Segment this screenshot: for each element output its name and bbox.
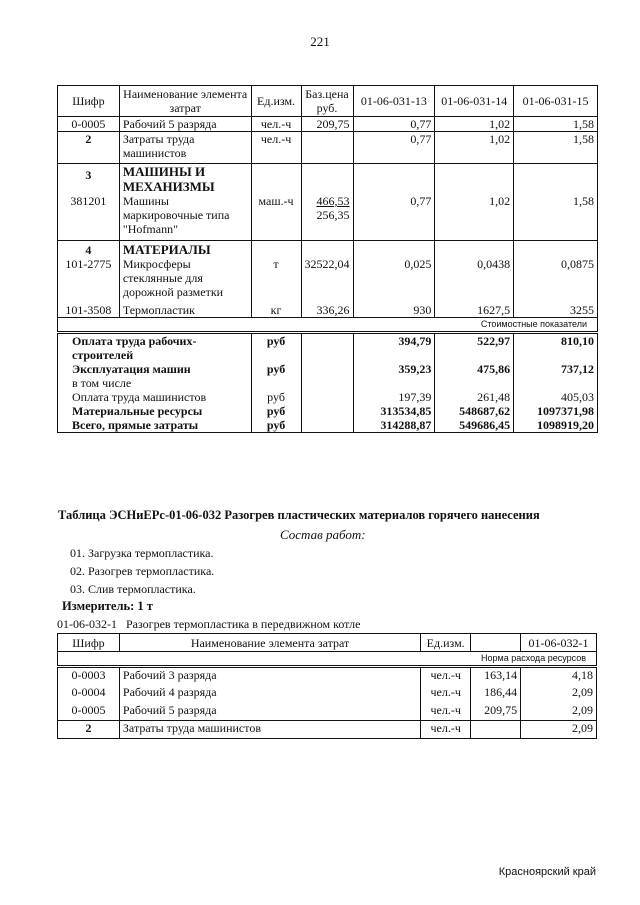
page-number: 221 [310,34,330,49]
row-name: Термопластик [119,303,251,318]
row-value-13: 0,025 [353,257,435,303]
row-name: Микросферы стеклянные для дорожной разметки [119,257,251,303]
header-price [471,634,521,652]
table-row [58,685,597,703]
resource-table-031 [57,85,598,433]
row-value: 4,18 [521,667,597,685]
table-header-row [58,86,598,117]
header-unit: Ед.изм. [251,86,301,117]
meter-label: Измеритель: 1 т [62,599,153,613]
header-price: Баз.цена руб. [301,86,353,117]
table-row [58,303,598,318]
summary-name: Оплата труда рабочих-строителей [72,333,197,362]
cost-indicator-row [58,317,598,332]
row-value: 2,09 [521,721,597,739]
subtable-title: 01-06-032-1 Разогрев термопластика в передвижном котле [57,617,361,631]
summary-row [58,362,598,376]
row-unit: чел.-ч [421,667,471,685]
summary-value-15: 737,12 [514,362,598,376]
summary-unit: руб [251,404,301,418]
summary-name: Оплата труда машинистов [72,390,207,404]
summary-unit: руб [251,390,301,404]
row-price: 32522,04 [301,257,353,303]
header-col-032-1: 01-06-032-1 [521,634,597,652]
section-title: Таблица ЭСНиЕРс-01-06-032 Разогрев пластических материалов горячего нанесения [58,508,540,522]
row-price: 336,26 [301,303,353,318]
row-value-13: 0,77 [353,132,435,164]
table-row [58,703,597,721]
summary-row [58,332,598,362]
row-code: 2 [58,721,120,739]
norm-row [58,652,597,667]
row-value-13: 930 [353,303,435,318]
summary-value-13: 313534,85 [353,404,435,418]
row-value-13: 0,77 [353,117,435,132]
header-code: Шифр [58,86,120,117]
header-name: Наименование элемента затрат [119,634,420,652]
row-name: Затраты труда машинистов [119,721,420,739]
table-row [58,667,597,685]
row-value-15: 1,58 [514,194,598,240]
row-value-15: 1,58 [514,117,598,132]
row-name: Рабочий 4 разряда [119,685,420,703]
group-name: МАТЕРИАЛЫ [119,240,251,257]
row-unit: чел.-ч [421,721,471,739]
table-row [58,194,598,240]
row-unit: чел.-ч [421,685,471,703]
row-price [301,132,353,164]
summary-name: Эксплуатация машин [72,362,191,376]
row-name: Машины маркировочные типа "Hofmann" [119,194,251,240]
row-code: 0-0004 [58,685,120,703]
work-step: 03. Слив термопластика. [70,582,196,596]
summary-value-13: 359,23 [353,362,435,376]
row-code: 101-2775 [58,257,120,303]
row-price-secondary: 256,35 [316,208,350,222]
summary-value-14: 261,48 [435,390,514,404]
summary-row [58,390,598,404]
row-unit: чел.-ч [421,703,471,721]
summary-row [58,404,598,418]
row-name: Рабочий 5 разряда [119,703,420,721]
row-value-14: 1,02 [435,132,514,164]
row-unit: чел.-ч [251,117,301,132]
summary-value-14: 475,86 [435,362,514,376]
row-code: 0-0005 [58,117,120,132]
summary-name: Всего, прямые затраты [72,418,199,432]
region-footer: Красноярский край [498,866,596,878]
row-price: 209,75 [301,117,353,132]
row-price [471,721,521,739]
row-value: 2,09 [521,703,597,721]
row-value-14: 1,02 [435,117,514,132]
row-name: Затраты труда машинистов [119,132,251,164]
row-unit: чел.-ч [251,132,301,164]
summary-value-14: 549686,45 [435,418,514,433]
group-code: 3 [58,164,120,195]
row-value-15: 0,0875 [514,257,598,303]
header-unit: Ед.изм. [421,634,471,652]
norm-label: Норма расхода ресурсов [58,652,597,667]
composition-title: Состав работ: [280,527,366,542]
header-code: Шифр [58,634,120,652]
summary-value-13: 197,39 [353,390,435,404]
row-name: Рабочий 5 разряда [119,117,251,132]
group-row [58,164,598,195]
summary-value-14: 522,97 [435,332,514,362]
summary-value-15: 405,03 [514,390,598,404]
header-col-15: 01-06-031-15 [514,86,598,117]
resource-table-032 [57,633,597,739]
row-price: 209,75 [471,703,521,721]
summary-value-14: 548687,62 [435,404,514,418]
summary-value-13: 314288,87 [353,418,435,433]
cost-indicators-label: Стоимостные показатели [58,317,598,332]
summary-row [58,418,598,433]
work-step: 01. Загрузка термопластика. [70,546,214,560]
row-name: Рабочий 3 разряда [119,667,420,685]
header-col-14: 01-06-031-14 [435,86,514,117]
header-col-13: 01-06-031-13 [353,86,435,117]
row-price [301,194,353,240]
table-row [58,257,598,303]
row-value-13: 0,77 [353,194,435,240]
row-unit: кг [251,303,301,318]
row-value-14: 1,02 [435,194,514,240]
row-price: 186,44 [471,685,521,703]
work-steps [70,544,214,598]
summary-unit: руб [251,332,301,362]
group-code: 4 [58,240,120,257]
row-unit: маш.-ч [251,194,301,240]
group-row [58,240,598,257]
row-code: 2 [58,132,120,164]
summary-unit: руб [251,362,301,376]
row-value-15: 3255 [514,303,598,318]
table-row [58,721,597,739]
row-code: 101-3508 [58,303,120,318]
row-code: 381201 [58,194,120,240]
table-row [58,117,598,132]
row-price-main: 466,53 [316,194,350,208]
row-unit: т [251,257,301,303]
summary-value-15: 810,10 [514,332,598,362]
table-header-row [58,634,597,652]
summary-name: Материальные ресурсы [72,404,203,418]
summary-value-15: 1098919,20 [514,418,598,433]
row-price: 163,14 [471,667,521,685]
table-row [58,132,598,164]
work-step: 02. Разогрев термопластика. [70,564,215,578]
row-value: 2,09 [521,685,597,703]
summary-unit: руб [251,418,301,433]
summary-value-15: 1097371,98 [514,404,598,418]
row-value-14: 1627,5 [435,303,514,318]
row-code: 0-0003 [58,667,120,685]
row-code: 0-0005 [58,703,120,721]
summary-row [58,376,598,390]
header-name: Наименование элемента затрат [119,86,251,117]
summary-subheading: в том числе [72,376,132,390]
row-value-14: 0,0438 [435,257,514,303]
group-name: МАШИНЫ И МЕХАНИЗМЫ [119,164,251,195]
summary-value-13: 394,79 [353,332,435,362]
row-value-15: 1,58 [514,132,598,164]
